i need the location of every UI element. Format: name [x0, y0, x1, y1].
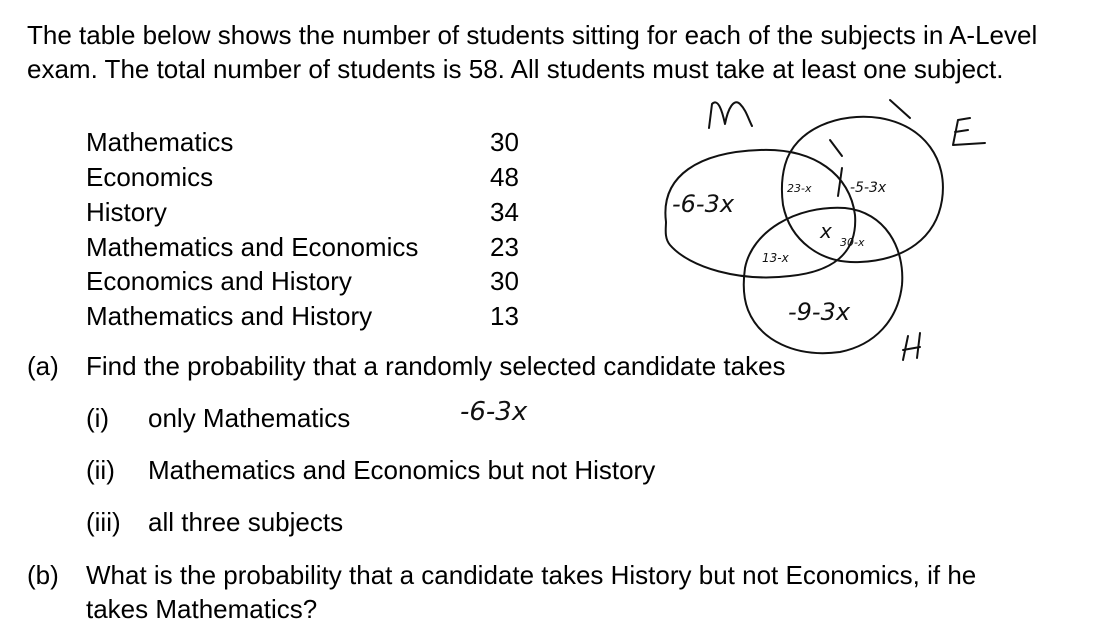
mh-region: 13-x: [762, 251, 789, 265]
center-region: x: [820, 219, 832, 243]
table-row-value: 30: [490, 266, 519, 296]
table-row-name: Mathematics and Economics: [86, 232, 419, 262]
question-intro: The table below shows the number of students sitting for each of the subjects in A-Level exam. The total number of students is 58. All students must take at least one subject.: [27, 20, 1038, 84]
table-row-name: Economics and History: [86, 266, 352, 296]
sub-ii-text: Mathematics and Economics but not History: [148, 455, 656, 485]
eh-region: 30-x: [840, 236, 865, 249]
part-a-text: Find the probability that a randomly selected candidate takes: [86, 351, 786, 381]
sub-ii-label: (ii): [86, 455, 115, 485]
sub-iii-label: (iii): [86, 507, 121, 537]
m-only-region: -6-3x: [672, 190, 735, 218]
part-a-label: (a): [27, 351, 59, 381]
table-row-name: Mathematics and History: [86, 301, 373, 331]
e-only-region: -5-3x: [850, 180, 887, 196]
table-row-value: 34: [490, 197, 519, 227]
table-row-name: History: [86, 197, 167, 227]
table-row-value: 30: [490, 127, 519, 157]
table-row-value: 13: [490, 301, 519, 331]
h-only-region: -9-3x: [788, 298, 851, 326]
sub-i-text: only Mathematics: [148, 403, 351, 433]
table-row-value: 23: [490, 232, 519, 262]
sub-iii-text: all three subjects: [148, 507, 344, 537]
table-row-name: Mathematics: [86, 127, 234, 157]
part-b-line2: takes Mathematics?: [86, 594, 318, 624]
part-b-label: (b): [27, 560, 59, 590]
table-row-value: 48: [490, 162, 519, 192]
handwritten-m-mark: [709, 102, 752, 128]
table-row-name: Economics: [86, 162, 214, 192]
handwritten-h-mark: [903, 333, 920, 360]
sub-i-label: (i): [86, 403, 110, 433]
part-b-line1: What is the probability that a candidate takes History but not Economics, if he: [86, 560, 977, 590]
answer-i: -6-3x: [460, 397, 528, 427]
me-region: 23-x: [787, 182, 812, 195]
handwritten-e-mark: [953, 118, 985, 145]
